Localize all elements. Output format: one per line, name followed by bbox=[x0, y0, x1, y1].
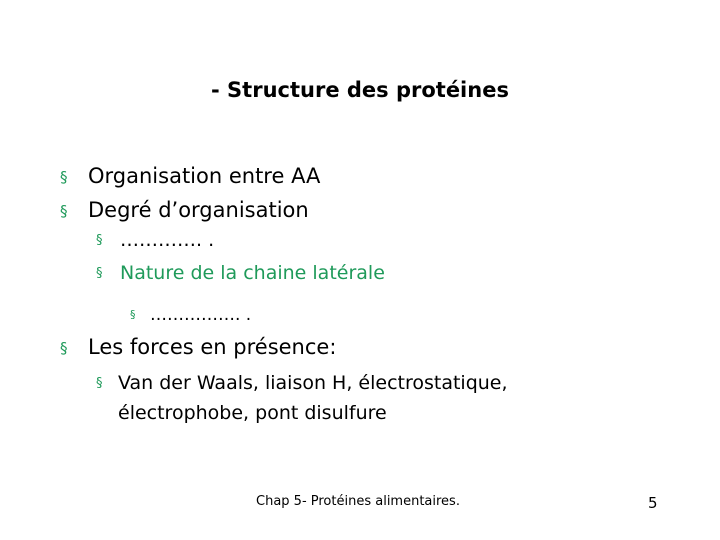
bullet-text: Degré d’organisation bbox=[88, 198, 309, 222]
slide-title: - Structure des protéines bbox=[211, 78, 509, 102]
footer-text: Chap 5- Protéines alimentaires. bbox=[256, 494, 460, 509]
page-number: 5 bbox=[648, 494, 658, 512]
bullet-text: Les forces en présence: bbox=[88, 335, 337, 359]
bullet-icon: § bbox=[96, 266, 103, 281]
bullet-text: …………. . bbox=[120, 229, 215, 251]
bullet-icon: § bbox=[130, 308, 136, 321]
bullet-icon: § bbox=[60, 168, 68, 186]
bullet-text: Nature de la chaine latérale bbox=[120, 262, 385, 284]
bullet-icon: § bbox=[60, 339, 68, 357]
bullet-icon: § bbox=[96, 376, 103, 391]
bullet-text: Organisation entre AA bbox=[88, 164, 321, 188]
bullet-text: Van der Waals, liaison H, électrostatique, électrophobe, pont disulfure bbox=[118, 372, 508, 424]
bullet-text: ……………. . bbox=[150, 305, 252, 325]
bullet-icon: § bbox=[96, 233, 103, 248]
bullet-icon: § bbox=[60, 202, 68, 220]
